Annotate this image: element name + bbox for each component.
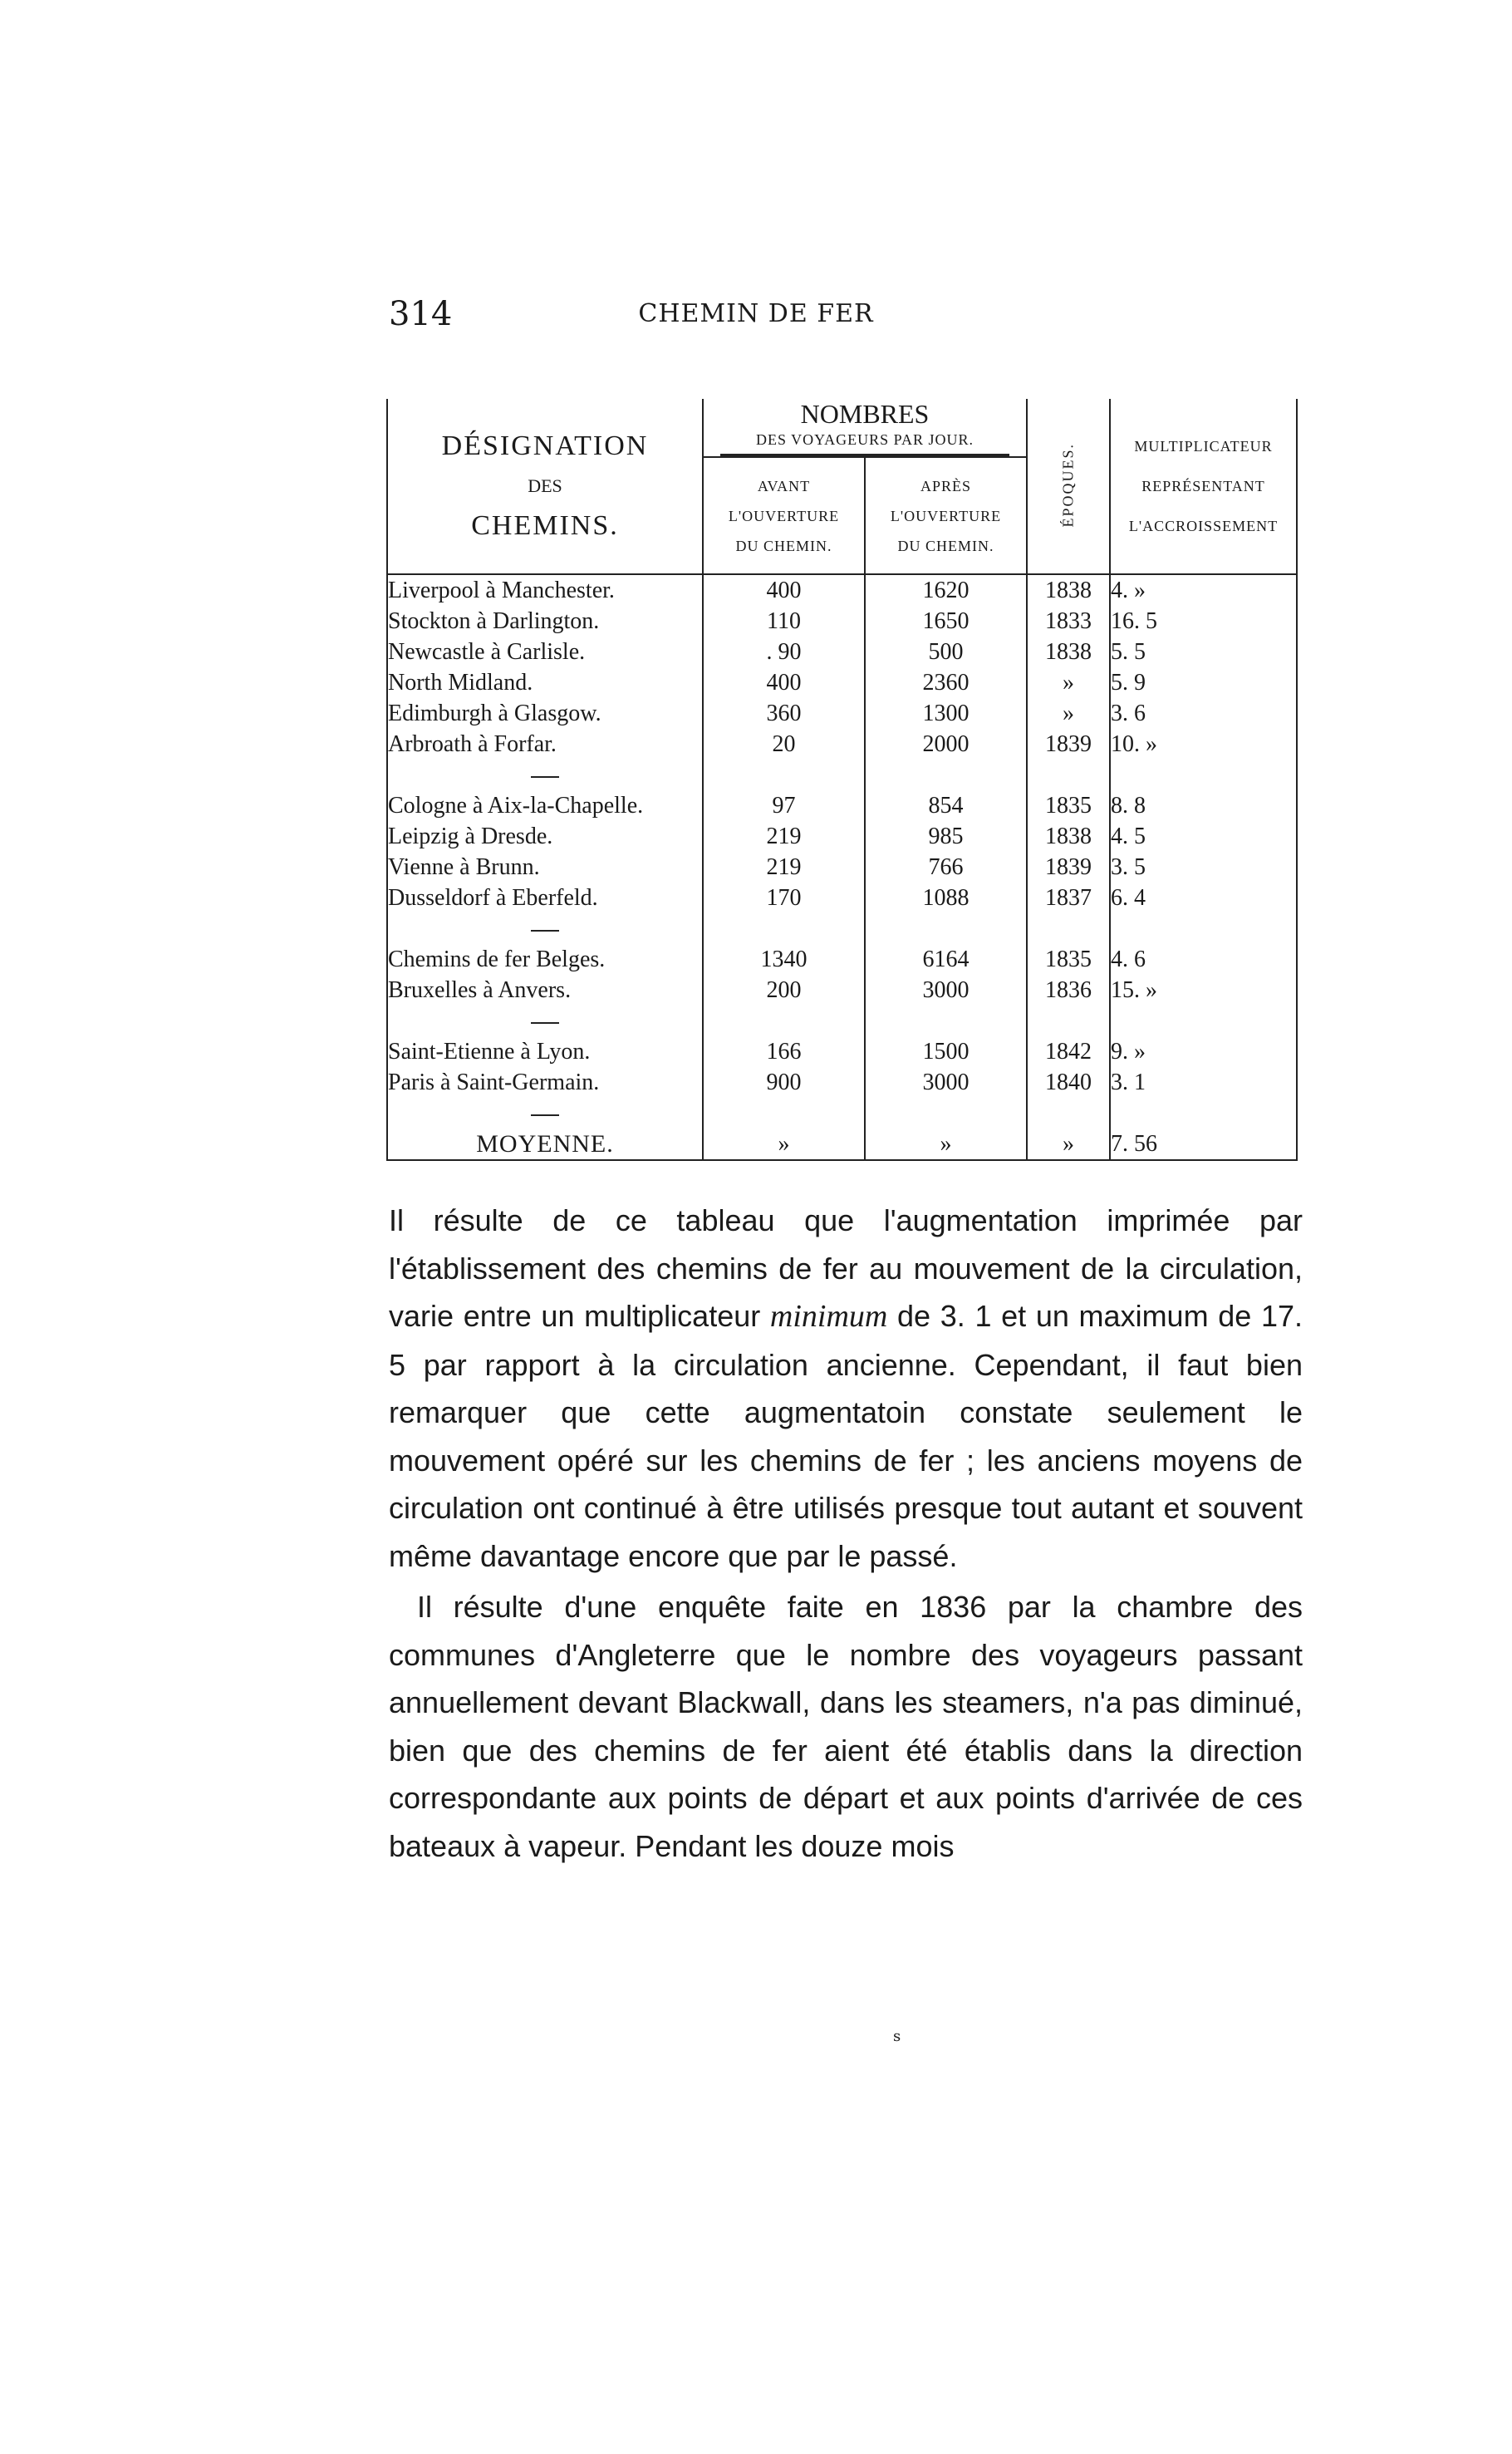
separator-dash: [387, 760, 703, 790]
moyenne-apres: »: [865, 1129, 1027, 1160]
cell-avant: . 90: [703, 637, 865, 667]
apres-line-3: DU CHEMIN.: [897, 537, 994, 554]
cell-epoque: 1839: [1027, 729, 1110, 760]
separator-cell: [865, 913, 1027, 944]
cell-epoque: 1838: [1027, 574, 1110, 606]
multiplicateur-line-3: L'ACCROISSEMENT: [1128, 518, 1279, 534]
cell-mult: 4. »: [1110, 574, 1297, 606]
avant-line-3: DU CHEMIN.: [735, 537, 832, 554]
multiplicateur-header: [1110, 399, 1297, 574]
separator-cell: [1110, 1098, 1297, 1129]
cell-epoque: 1839: [1027, 852, 1110, 883]
moyenne-avant: »: [703, 1129, 865, 1160]
cell-name: Cologne à Aix-la-Chapelle.: [387, 790, 703, 821]
cell-mult: 4. 5: [1110, 821, 1297, 852]
cell-mult: 3. 1: [1110, 1067, 1297, 1098]
separator-cell: [1110, 760, 1297, 790]
separator-cell: [865, 1006, 1027, 1036]
cell-mult: 15. »: [1110, 975, 1297, 1006]
cell-mult: 5. 9: [1110, 667, 1297, 698]
cell-name: Stockton à Darlington.: [387, 606, 703, 637]
group-separator: [387, 913, 1297, 944]
page-number: 314: [389, 295, 453, 333]
nombres-header: [703, 399, 1027, 457]
table-body: [387, 574, 1297, 1160]
cell-apres: 1650: [865, 606, 1027, 637]
apres-header: [865, 457, 1027, 574]
cell-mult: 16. 5: [1110, 606, 1297, 637]
cell-name: Dusseldorf à Eberfeld.: [387, 883, 703, 913]
cell-avant: 219: [703, 821, 865, 852]
avant-line-1: AVANT: [757, 477, 811, 494]
group-separator: [387, 1006, 1297, 1036]
cell-apres: 6164: [865, 944, 1027, 975]
cell-avant: 400: [703, 574, 865, 606]
p1-start: Il résulte de ce tableau que l'augmentation imprimée par l'établissement des chemins de fer au mouvement de la circulation, varie entre un multiplicateur: [389, 1203, 1303, 1333]
cell-mult: 3. 5: [1110, 852, 1297, 883]
paragraph-2: Il résulte d'une enquête faite en 1836 par la chambre des communes d'Angleterre que le nombre des voyageurs passant annuellement devant Blackwall, dans les steamers, n'a pas diminué, bien que des chemins de fer aient été établis dans la direction correspondante aux points de départ et aux points d'arrivée de ces bateaux à vapeur. Pendant les douze mois: [389, 1590, 1303, 1863]
moyenne-row: [387, 1129, 1297, 1160]
cell-name: North Midland.: [387, 667, 703, 698]
separator-cell: [703, 1098, 865, 1129]
dash-rule: [531, 1022, 559, 1024]
dash-rule: [531, 776, 559, 778]
table-row: [387, 790, 1297, 821]
cell-mult: 6. 4: [1110, 883, 1297, 913]
table-row: [387, 1036, 1297, 1067]
cell-name: Saint-Etienne à Lyon.: [387, 1036, 703, 1067]
multiplicateur-line-1: MULTIPLICATEUR: [1134, 438, 1273, 455]
table-row: [387, 667, 1297, 698]
cell-mult: 5. 5: [1110, 637, 1297, 667]
designation-label: DÉSIGNATION: [441, 430, 649, 461]
footer-mark: s: [893, 2028, 901, 2045]
cell-apres: 1300: [865, 698, 1027, 729]
cell-apres: 3000: [865, 1067, 1027, 1098]
cell-mult: 3. 6: [1110, 698, 1297, 729]
table-row: [387, 698, 1297, 729]
separator-dash: [387, 913, 703, 944]
separator-cell: [1027, 1098, 1110, 1129]
cell-epoque: 1838: [1027, 821, 1110, 852]
table-row: [387, 729, 1297, 760]
apres-line-2: L'OUVERTURE: [890, 507, 1002, 524]
cell-avant: 400: [703, 667, 865, 698]
separator-cell: [1110, 913, 1297, 944]
cell-epoque: »: [1027, 667, 1110, 698]
cell-name: Edimburgh à Glasgow.: [387, 698, 703, 729]
cell-apres: 985: [865, 821, 1027, 852]
cell-avant: 200: [703, 975, 865, 1006]
cell-epoque: 1835: [1027, 944, 1110, 975]
separator-cell: [703, 913, 865, 944]
dash-rule: [531, 930, 559, 932]
statistics-table: [386, 399, 1296, 1165]
separator-cell: [1027, 913, 1110, 944]
separator-cell: [865, 760, 1027, 790]
cell-epoque: »: [1027, 698, 1110, 729]
table-row: [387, 637, 1297, 667]
cell-name: Arbroath à Forfar.: [387, 729, 703, 760]
cell-name: Liverpool à Manchester.: [387, 574, 703, 606]
cell-apres: 2360: [865, 667, 1027, 698]
table-row: [387, 975, 1297, 1006]
table-row: [387, 1067, 1297, 1098]
running-title: CHEMIN DE FER: [638, 299, 874, 328]
cell-apres: 500: [865, 637, 1027, 667]
cell-mult: 9. »: [1110, 1036, 1297, 1067]
des-label: DES: [528, 475, 562, 496]
cell-epoque: 1838: [1027, 637, 1110, 667]
table-row: [387, 944, 1297, 975]
cell-apres: 1620: [865, 574, 1027, 606]
separator-dash: [387, 1098, 703, 1129]
cell-mult: 8. 8: [1110, 790, 1297, 821]
table-row: [387, 606, 1297, 637]
cell-avant: 20: [703, 729, 865, 760]
separator-cell: [1027, 760, 1110, 790]
separator-cell: [1110, 1006, 1297, 1036]
group-separator: [387, 760, 1297, 790]
designation-header: [387, 399, 703, 574]
cell-avant: 166: [703, 1036, 865, 1067]
p1-emphasis: minimum: [769, 1299, 888, 1334]
paragraph-1: [389, 1197, 1303, 1580]
table-row: [387, 852, 1297, 883]
separator-dash: [387, 1006, 703, 1036]
cell-name: Vienne à Brunn.: [387, 852, 703, 883]
cell-apres: 1500: [865, 1036, 1027, 1067]
cell-name: Chemins de fer Belges.: [387, 944, 703, 975]
avant-line-2: L'OUVERTURE: [728, 507, 840, 524]
cell-avant: 1340: [703, 944, 865, 975]
cell-name: Paris à Saint-Germain.: [387, 1067, 703, 1098]
p1-end: de 3. 1 et un maximum de 17. 5 par rapport à la circulation ancienne. Cependant, il faut bien remarquer que cette augmentatoin constate seulement le mouvement opéré sur les chemins de fer ; les anciens moyens de circulation ont continué à être utilisés presque tout autant et souvent même davantage encore que par le passé.: [389, 1299, 1303, 1573]
separator-cell: [1027, 1006, 1110, 1036]
apres-line-1: APRÈS: [920, 477, 972, 494]
cell-name: Newcastle à Carlisle.: [387, 637, 703, 667]
moyenne-mult: 7. 56: [1110, 1129, 1297, 1160]
cell-apres: 2000: [865, 729, 1027, 760]
cell-avant: 97: [703, 790, 865, 821]
cell-apres: 1088: [865, 883, 1027, 913]
table-row: [387, 821, 1297, 852]
separator-cell: [865, 1098, 1027, 1129]
cell-avant: 110: [703, 606, 865, 637]
cell-avant: 170: [703, 883, 865, 913]
moyenne-label: MOYENNE.: [387, 1129, 703, 1160]
separator-cell: [703, 760, 865, 790]
cell-mult: 10. »: [1110, 729, 1297, 760]
separator-cell: [703, 1006, 865, 1036]
cell-name: Bruxelles à Anvers.: [387, 975, 703, 1006]
moyenne-epoque: »: [1027, 1129, 1110, 1160]
cell-apres: 854: [865, 790, 1027, 821]
cell-mult: 4. 6: [1110, 944, 1297, 975]
epoques-header: [1027, 399, 1110, 574]
cell-avant: 900: [703, 1067, 865, 1098]
cell-apres: 766: [865, 852, 1027, 883]
body-text: [389, 1197, 1303, 1870]
cell-avant: 219: [703, 852, 865, 883]
cell-epoque: 1835: [1027, 790, 1110, 821]
cell-epoque: 1842: [1027, 1036, 1110, 1067]
table-row: [387, 883, 1297, 913]
cell-apres: 3000: [865, 975, 1027, 1006]
cell-name: Leipzig à Dresde.: [387, 821, 703, 852]
cell-epoque: 1840: [1027, 1067, 1110, 1098]
table-row: [387, 574, 1297, 606]
chemins-label: CHEMINS.: [471, 510, 619, 541]
epoques-label: ÉPOQUES.: [1059, 442, 1077, 527]
cell-epoque: 1837: [1027, 883, 1110, 913]
group-separator: [387, 1098, 1297, 1129]
cell-epoque: 1836: [1027, 975, 1110, 1006]
cell-avant: 360: [703, 698, 865, 729]
nombres-label: NOMBRES: [800, 399, 930, 429]
multiplicateur-line-2: REPRÉSENTANT: [1141, 478, 1265, 494]
cell-epoque: 1833: [1027, 606, 1110, 637]
dash-rule: [531, 1114, 559, 1116]
voyageurs-label: DES VOYAGEURS PAR JOUR.: [720, 431, 1009, 456]
avant-header: [703, 457, 865, 574]
